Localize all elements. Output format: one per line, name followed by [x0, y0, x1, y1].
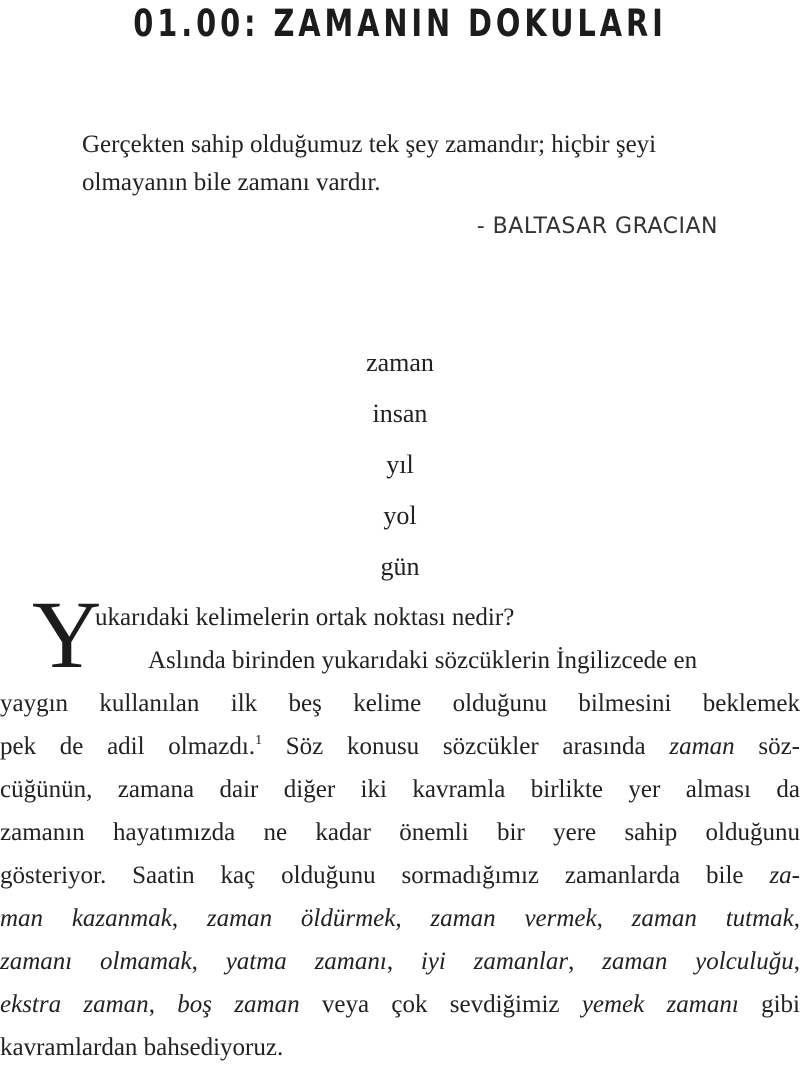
emphasis: zaman tutmak [631, 905, 794, 932]
body-text-run: gösteriyor. Saatin kaç olduğunu sormadığımız zamanlarda bile [0, 862, 770, 889]
word-list-item: yol [383, 501, 417, 530]
body-line [0, 854, 800, 897]
epigraph-attribution: - BALTASAR GRACIAN [476, 214, 718, 239]
body-line [0, 940, 800, 983]
body-text-run: , [171, 905, 207, 932]
emphasis: zaman [669, 733, 735, 760]
drop-cap: Y [32, 581, 102, 688]
word-list-item: gün [380, 552, 420, 581]
body-text-run: , [568, 948, 603, 975]
body-line: ukarıdaki kelimelerin ortak noktası nedir? [95, 604, 515, 631]
emphasis: zaman vermek [430, 905, 597, 932]
word-list-item: insan [372, 399, 428, 428]
body-text-run: gibi [738, 991, 800, 1018]
emphasis: boş zaman [177, 991, 300, 1018]
epigraph-line: olmayanın bile zamanı vardır. [82, 169, 381, 196]
body-text-run: söz- [734, 733, 800, 760]
body-line: cüğünün, zamana dair diğer iki kavramla birlikte yer alması da [0, 776, 800, 803]
body-line: kavramlardan bahsediyoruz. [0, 1034, 284, 1061]
emphasis: za- [769, 862, 800, 889]
word-list-item: zaman [366, 348, 434, 377]
body-text-run: veya çok sevdiğimiz [299, 991, 582, 1018]
body-line [0, 725, 800, 768]
emphasis: man kazanmak [0, 905, 172, 932]
body-text-run: , [793, 948, 800, 975]
emphasis: zaman yolculuğu [602, 948, 794, 975]
body-text-run: , [386, 948, 421, 975]
emphasis: ekstra zaman [0, 991, 149, 1018]
body-text-run: pek de adil olmazdı. [0, 733, 256, 760]
body-text-run: , [148, 991, 178, 1018]
body-line: Aslında birinden yukarıdaki sözcüklerin İngilizcede en [148, 647, 698, 674]
body-line: zamanın hayatımızda ne kadar önemli bir yere sahip olduğunu [0, 819, 800, 846]
body-text-run: , [596, 905, 632, 932]
body-paragraph [0, 596, 800, 1069]
emphasis: yatma zamanı [225, 948, 387, 975]
footnote-marker[interactable]: 1 [255, 733, 263, 748]
epigraph-quote [82, 126, 722, 202]
word-list-item: yıl [386, 450, 414, 479]
body-line: yaygın kullanılan ilk beş kelime olduğunu bilmesini beklemek [0, 690, 800, 717]
emphasis: yemek zamanı [581, 991, 739, 1018]
body-text-run: , [395, 905, 431, 932]
epigraph-line: Gerçekten sahip olduğumuz tek şey zamandır; hiçbir şeyi [82, 131, 657, 158]
emphasis: iyi zamanlar [420, 948, 569, 975]
word-list [300, 337, 500, 592]
emphasis: zamanı olmamak [0, 948, 192, 975]
body-text-run: , [793, 905, 800, 932]
chapter-title: 01.00: ZAMANIN DOKULARI [133, 2, 667, 45]
body-line [0, 983, 800, 1026]
body-text-run: , [191, 948, 226, 975]
body-text-run: Söz konusu sözcükler arasında [262, 733, 670, 760]
body-line [0, 897, 800, 940]
emphasis: zaman öldürmek [206, 905, 396, 932]
